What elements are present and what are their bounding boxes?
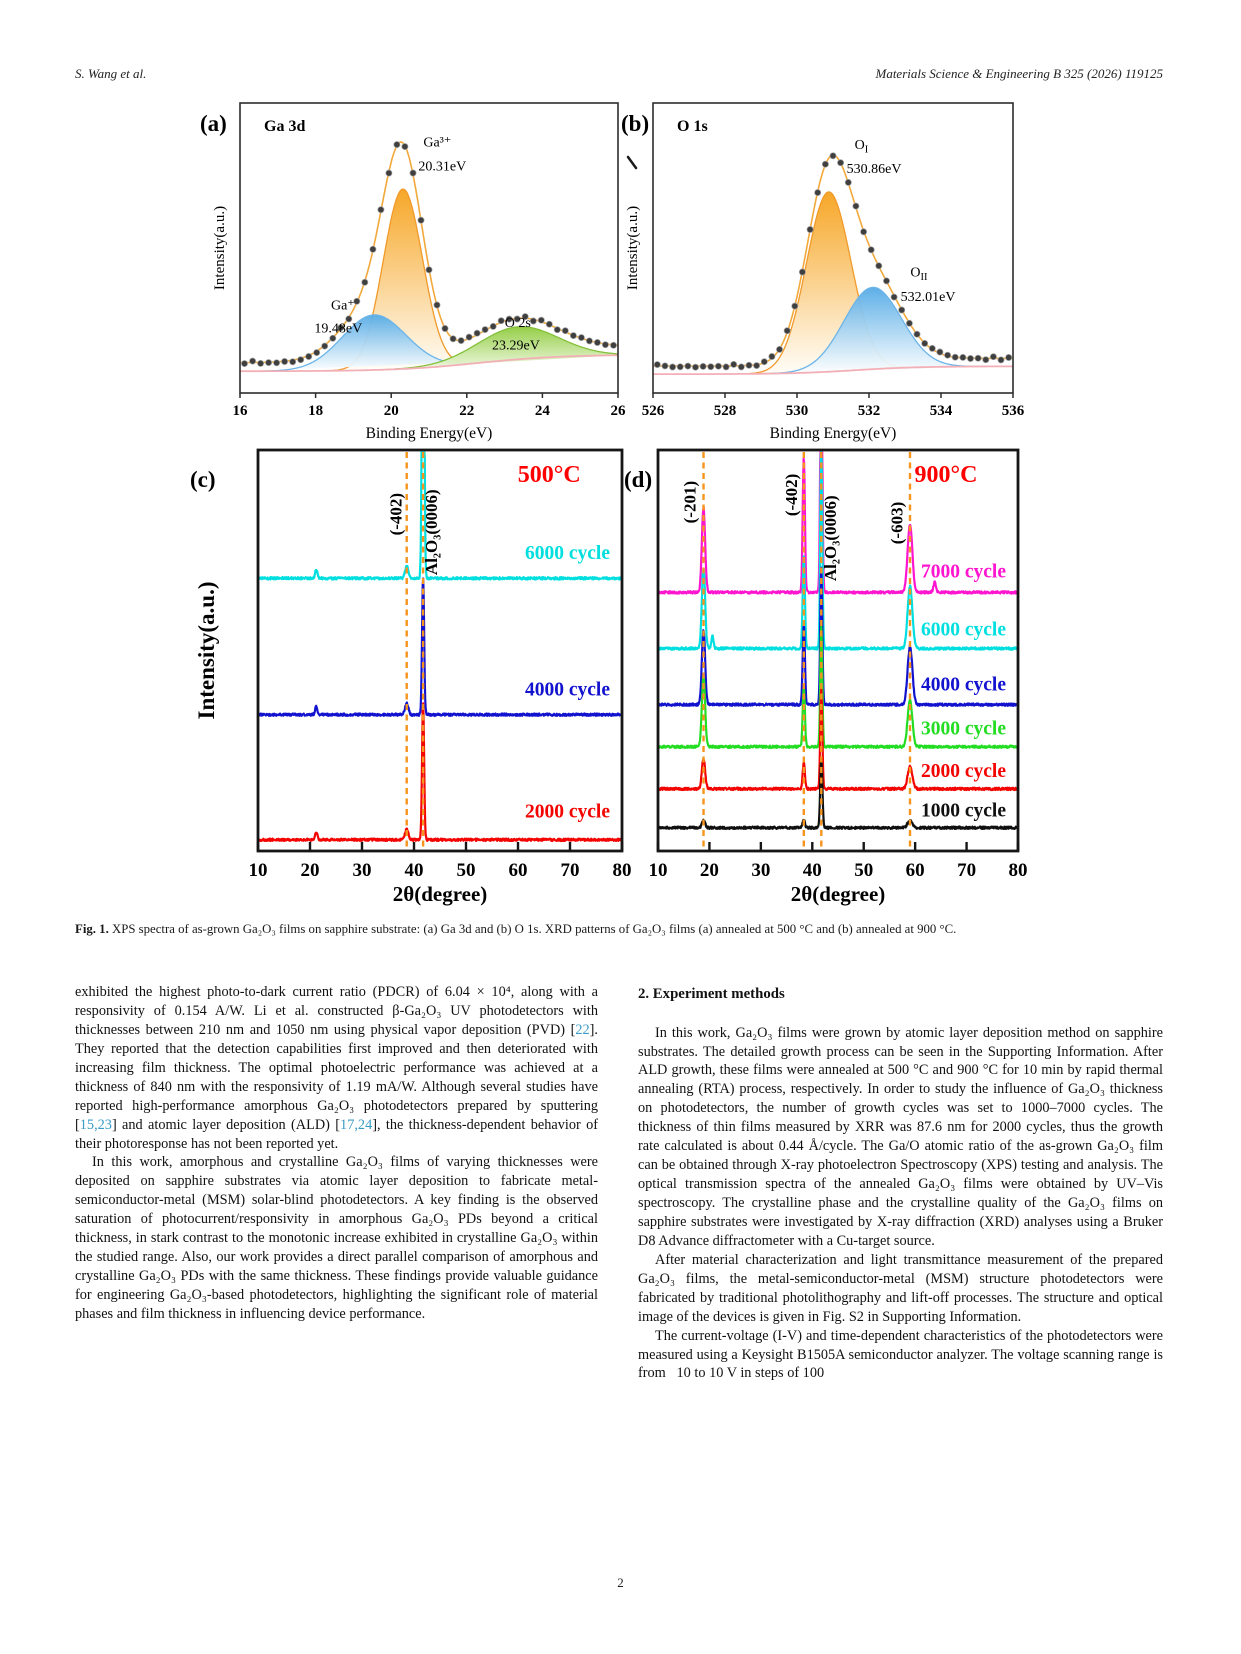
figure-panel-b <box>621 103 1025 442</box>
right-column-paragraphs <box>638 1024 1163 1384</box>
data-point <box>258 360 264 366</box>
data-point <box>967 355 973 361</box>
data-point <box>490 323 496 329</box>
data-point <box>442 325 448 331</box>
x-tick-label: 534 <box>929 403 953 419</box>
data-point <box>362 279 368 285</box>
x-tick-label: 30 <box>751 860 771 881</box>
x-tick-label: 30 <box>352 860 372 881</box>
data-point <box>570 333 576 339</box>
page-header <box>75 66 1163 82</box>
data-point <box>845 179 851 185</box>
data-point <box>723 364 729 370</box>
data-point <box>990 354 996 360</box>
data-point <box>891 294 897 300</box>
header-journal: Materials Science & Engineering B 325 (2026) 119125 <box>875 66 1163 81</box>
data-point <box>754 363 760 369</box>
data-point <box>586 338 592 344</box>
body-paragraph: The current-voltage (I-V) and time-dependent characteristics of the photodetectors were measured using a Keysight B1505A semiconductor analyzer. The voltage scanning range is from 10 to 10 V in steps of 100 <box>638 1327 1163 1382</box>
data-point <box>538 317 544 323</box>
x-tick-label: 536 <box>1001 403 1025 419</box>
data-point <box>952 354 958 360</box>
trace-label: 6000 cycle <box>920 619 1006 641</box>
peak-annotation: Ga³⁺ <box>423 135 452 151</box>
data-point <box>883 278 889 284</box>
x-tick-label: 70 <box>560 860 580 881</box>
trace-label: 6000 cycle <box>524 543 610 565</box>
y-axis-label: Intensity(a.u.) <box>625 205 641 291</box>
reflection-label: Al₂O₃(0006) <box>421 489 441 576</box>
panel-label: (b) <box>621 111 650 136</box>
data-point <box>929 345 935 351</box>
panel-label: (c) <box>190 467 216 492</box>
data-point <box>746 362 752 368</box>
figure-caption-label: Fig. 1. <box>75 922 109 936</box>
data-point <box>876 263 882 269</box>
citation-link[interactable]: 15,23 <box>79 1116 112 1133</box>
data-point <box>418 217 424 223</box>
data-point <box>906 320 912 326</box>
figure-1 <box>180 95 1040 917</box>
header-author: S. Wang et al. <box>75 66 147 81</box>
data-point <box>474 330 480 336</box>
data-point <box>306 353 312 359</box>
data-point <box>298 357 304 363</box>
peak-annotation: O 2s <box>504 315 531 331</box>
data-point <box>266 360 272 366</box>
peak-annotation: 532.01eV <box>900 289 956 305</box>
trace-label: 3000 cycle <box>920 718 1006 740</box>
x-tick-label: 80 <box>1008 860 1028 881</box>
panel-title: Ga 3d <box>264 118 306 135</box>
data-point <box>922 340 928 346</box>
x-axis-label: Binding Energy(eV) <box>769 425 897 442</box>
data-point <box>761 359 767 365</box>
data-point <box>466 334 472 340</box>
data-point <box>769 353 775 359</box>
data-point <box>654 362 660 368</box>
data-point <box>830 153 836 159</box>
data-point <box>861 229 867 235</box>
data-point <box>282 358 288 364</box>
trace-label: 7000 cycle <box>920 561 1006 583</box>
x-axis-label: 2θ(degree) <box>790 882 886 906</box>
reflection-label: (-603) <box>887 501 907 545</box>
temperature-label: 900°C <box>914 462 978 488</box>
figure-panel-d <box>624 450 1028 906</box>
data-point <box>715 363 721 369</box>
reflection-label: (-402) <box>386 492 406 536</box>
data-point <box>708 364 714 370</box>
body-paragraph: exhibited the highest photo-to-dark current ratio (PDCR) of 6.04 × 10⁴, along with a responsivity of 0.154 A/W. Li et al. constructed β-Ga₂O₃ UV photodetectors with thicknesses between 210 nm and 1050 nm using physical vapor deposition (PVD) [22]. They reported that the detection capabilities first improved and then deteriorated with increasing film thickness. The optimal photoelectric performance was achieved at a thickness of 840 nm with the responsivity of 1.19 mA/W. Although several studies have reported high-performance amorphous Ga₂O₃ photodetectors prepared by sputtering [15,23] and atomic layer deposition (ALD) [17,24], the thickness-dependent behavior of their photoresponse has not been reported yet. <box>75 984 598 1152</box>
data-point <box>386 170 392 176</box>
panel-label: (d) <box>624 467 653 492</box>
panel-title: O 1s <box>677 118 708 135</box>
data-point <box>662 363 668 369</box>
x-tick-label: 50 <box>456 860 476 881</box>
reflection-label: (-201) <box>680 480 700 524</box>
data-point <box>815 190 821 196</box>
trace-label: 1000 cycle <box>920 800 1006 822</box>
x-axis-label: Binding Energy(eV) <box>365 425 493 442</box>
data-point <box>530 318 536 324</box>
data-point <box>822 161 828 167</box>
panel-label: (a) <box>200 111 227 136</box>
scan-artifact-mark <box>628 157 636 168</box>
citation-link[interactable]: 22 <box>575 1021 590 1038</box>
trace-label: 4000 cycle <box>920 674 1006 696</box>
body-paragraph: In this work, amorphous and crystalline Ga₂O₃ films of varying thicknesses were deposited on sapphire substrates via atomic layer deposition to fabricate metal-semiconductor-metal (MSM) solar-blind photodetectors. A key finding is the observed saturation of photocurrent/responsivity in amorphous Ga₂O₃ PDs beyond a critical thickness, in stark contrast to the monotonic increase exhibited in crystalline Ga₂O₃ within the studied range. Also, our work provides a direct parallel comparison of amorphous and crystalline Ga₂O₃ PDs with the same thickness. These findings provide valuable guidance for engineering Ga₂O₃-based photodetectors, highlighting the significant role of material phases and film thickness in influencing device performance. <box>75 1154 598 1322</box>
data-point <box>602 342 608 348</box>
figure-caption <box>75 919 1163 939</box>
data-point <box>914 331 920 337</box>
reflection-label: Al₂O₃(0006) <box>820 495 840 582</box>
data-point <box>945 352 951 358</box>
data-point <box>394 142 400 148</box>
data-point <box>868 247 874 253</box>
data-point <box>899 307 905 313</box>
data-point <box>792 303 798 309</box>
data-point <box>482 327 488 333</box>
data-point <box>434 302 440 308</box>
data-point <box>370 246 376 252</box>
data-point <box>578 335 584 341</box>
peak-annotation: 20.31eV <box>418 159 467 175</box>
x-tick-label: 18 <box>308 403 324 419</box>
x-tick-label: 24 <box>534 403 550 419</box>
data-point <box>983 357 989 363</box>
body-paragraph: After material characterization and light transmittance measurement of the prepared Ga₂O₃ films, the metal-semiconductor-metal (MSM) structure photodetectors were fabricated by traditional photolithography and lift-off processes. The structure and optical image of the devices is given in Fig. S2 in Supporting Information. <box>638 1251 1163 1325</box>
x-axis-label: 2θ(degree) <box>392 882 488 906</box>
peak-annotation: Ga⁺ <box>330 298 355 314</box>
body-paragraph: In this work, Ga₂O₃ films were grown by atomic layer deposition method on sapphire substrates. The detailed growth process can be seen in the Supporting Information. After ALD growth, these films were annealed at 500 °C and 900 °C for 10 min by rapid thermal annealing (RTA) process, respectively. In order to study the influence of Ga₂O₃ thickness on photodetectors, the number of growth cycles was set to 1000–7000 cycles. The thickness of thin films measured by XRR was 87.6 nm for 2000 cycles, thus the growth rate calculated is about 0.44 Å/cycle. The Ga/O atomic ratio of the as-grown Ga₂O₃ film can be obtained through X-ray photoelectron Spectroscopy (XPS) testing and analysis. The optical transmission spectra of the annealed Ga₂O₃ films were obtained by UV–Vis spectroscopy. The crystalline phase and the crystalline quality of the Ga₂O₃ films on sapphire substrates were investigated by X-ray diffraction (XRD) analyses using a Bruker D8 Advance diffractometer with a Cu-target source. <box>638 1024 1163 1249</box>
peak-annotation: $O_{II}$ <box>910 265 928 283</box>
x-tick-label: 20 <box>699 860 719 881</box>
data-point <box>853 203 859 209</box>
data-point <box>784 328 790 334</box>
data-point <box>838 160 844 166</box>
data-point <box>738 364 744 370</box>
x-tick-label: 60 <box>508 860 528 881</box>
x-tick-label: 22 <box>459 403 475 419</box>
temperature-label: 500°C <box>517 462 581 488</box>
x-tick-label: 40 <box>802 860 822 881</box>
x-tick-label: 16 <box>232 403 248 419</box>
data-point <box>410 170 416 176</box>
x-tick-label: 70 <box>957 860 977 881</box>
data-point <box>554 327 560 333</box>
x-tick-label: 526 <box>641 403 665 419</box>
figure-caption-text: XPS spectra of as-grown Ga₂O₃ films on sapphire substrate: (a) Ga 3d and (b) O 1s. XRD patterns of Ga₂O₃ films (a) annealed at 500 °C and (b) annealed at 900 °C. <box>108 922 957 936</box>
trace-label: 2000 cycle <box>524 801 610 823</box>
left-column <box>75 983 598 1324</box>
y-axis-label: Intensity(a.u.) <box>212 205 228 291</box>
data-point <box>322 343 328 349</box>
data-point <box>937 349 943 355</box>
data-point <box>546 321 552 327</box>
x-tick-label: 26 <box>610 403 626 419</box>
peak-annotation: 19.48eV <box>314 321 363 337</box>
data-point <box>594 339 600 345</box>
figure-panel-c <box>190 450 632 906</box>
data-point <box>250 358 256 364</box>
data-point <box>610 342 616 348</box>
data-point <box>1006 354 1012 360</box>
data-point <box>426 267 432 273</box>
data-point <box>700 363 706 369</box>
x-tick-label: 20 <box>300 860 320 881</box>
x-tick-label: 530 <box>785 403 809 419</box>
page-number: 2 <box>617 1575 624 1590</box>
data-point <box>450 336 456 342</box>
x-tick-label: 10 <box>248 860 268 881</box>
data-point <box>960 354 966 360</box>
data-point <box>692 364 698 370</box>
y-axis-label: Intensity(a.u.) <box>194 581 219 720</box>
x-tick-label: 40 <box>404 860 424 881</box>
x-tick-label: 20 <box>383 403 399 419</box>
trace-label: 2000 cycle <box>920 761 1006 783</box>
x-tick-label: 80 <box>612 860 632 881</box>
x-tick-label: 10 <box>648 860 668 881</box>
data-point <box>975 355 981 361</box>
peak-annotation: $O_I$ <box>854 137 869 156</box>
data-point <box>402 144 408 150</box>
data-point <box>670 364 676 370</box>
section-heading: 2. Experiment methods <box>638 986 785 1002</box>
x-tick-label: 50 <box>854 860 874 881</box>
data-point <box>776 346 782 352</box>
data-point <box>807 226 813 232</box>
data-point <box>562 328 568 334</box>
reflection-label: (-402) <box>781 473 801 517</box>
data-point <box>731 361 737 367</box>
data-point <box>314 350 320 356</box>
data-point <box>241 361 247 367</box>
data-point <box>677 364 683 370</box>
data-point <box>685 363 691 369</box>
data-point <box>274 360 280 366</box>
x-tick-label: 528 <box>713 403 737 419</box>
figure-panel-a <box>200 103 626 442</box>
data-point <box>799 269 805 275</box>
x-tick-label: 60 <box>905 860 925 881</box>
trace-label: 4000 cycle <box>524 679 610 701</box>
peak-annotation: 23.29eV <box>492 338 540 354</box>
data-point <box>290 359 296 365</box>
x-tick-label: 532 <box>857 403 881 419</box>
peak-annotation: 530.86eV <box>846 162 902 178</box>
data-point <box>498 318 504 324</box>
data-point <box>378 207 384 213</box>
right-column <box>638 983 1163 1383</box>
data-point <box>998 357 1004 363</box>
citation-link[interactable]: 17,24 <box>340 1116 373 1133</box>
data-point <box>458 338 464 344</box>
